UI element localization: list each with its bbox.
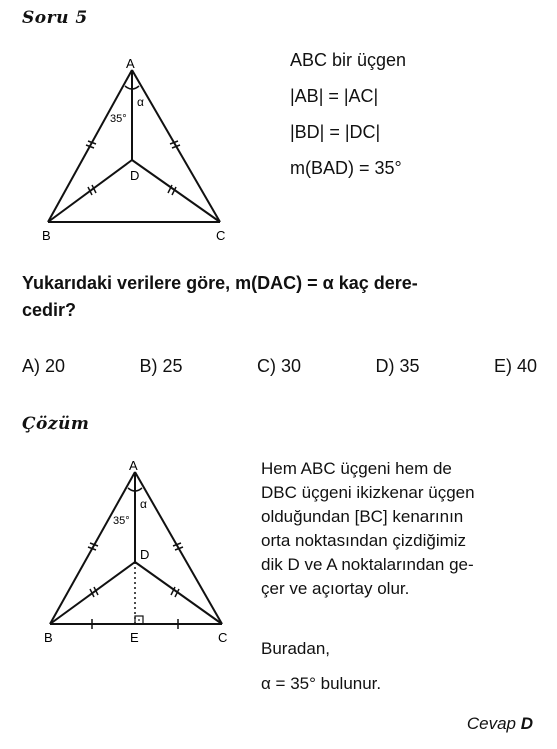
label-a-2: A <box>129 458 138 473</box>
answer-options <box>22 356 537 377</box>
segment-dc-2 <box>135 562 222 624</box>
answer-letter: D <box>520 714 533 733</box>
option-a[interactable]: A) 20 <box>22 356 66 376</box>
given-line-1: ABC bir üçgen <box>290 50 407 70</box>
triangle-abc-1 <box>48 70 220 222</box>
triangle-abc-2 <box>50 472 222 624</box>
answer-line <box>467 714 533 734</box>
question-heading: Soru 5 <box>22 8 88 28</box>
solution-heading: Çözüm <box>22 414 90 434</box>
solution-result: α = 35° bulunur. <box>261 674 382 693</box>
label-b-2: B <box>44 630 53 645</box>
option-b[interactable]: B) 25 <box>139 356 183 376</box>
label-d-2: D <box>140 547 150 562</box>
given-line-2: |AB| = |AC| <box>290 86 379 106</box>
figure-triangle-1 <box>30 56 240 246</box>
label-angle35-1: 35° <box>110 113 127 125</box>
solution-text <box>261 457 533 601</box>
option-d[interactable]: D) 35 <box>375 356 420 376</box>
solution-line-1: Hem ABC üçgeni hem de <box>261 459 452 478</box>
option-c[interactable]: C) 30 <box>257 356 302 376</box>
label-alpha-1: α <box>137 95 144 109</box>
label-b-1: B <box>42 228 51 243</box>
label-alpha-2: α <box>140 497 147 511</box>
label-e-2: E <box>130 630 139 645</box>
given-line-4: m(BAD) = 35° <box>290 158 402 178</box>
given-list <box>290 47 406 181</box>
solution-line-5: dik D ve A noktalarından ge- <box>261 555 474 574</box>
solution-line-4: orta noktasından çizdiğimiz <box>261 531 467 550</box>
question-text-line-2: cedir? <box>22 300 77 320</box>
segment-dc-1 <box>132 160 220 222</box>
solution-line-2: DBC üçgeni ikizkenar üçgen <box>261 483 475 502</box>
solution-line-6: çer ve açıortay olur. <box>261 579 410 598</box>
option-e[interactable]: E) 40 <box>493 356 537 376</box>
answer-prefix: Cevap <box>466 714 516 733</box>
right-angle-dot <box>138 619 140 621</box>
question-text <box>22 270 542 324</box>
solution-buradan: Buradan, <box>261 639 330 658</box>
label-angle35-2: 35° <box>113 515 130 527</box>
label-d-1: D <box>130 168 140 183</box>
question-text-line-1: Yukarıdaki verilere göre, m(DAC) = α kaç dere- <box>22 273 418 293</box>
label-c-1: C <box>216 228 226 243</box>
label-a-1: A <box>126 56 135 71</box>
given-line-3: |BD| = |DC| <box>290 122 381 142</box>
label-c-2: C <box>218 630 228 645</box>
figure-triangle-2 <box>30 458 240 648</box>
solution-line-3: olduğundan [BC] kenarının <box>261 507 464 526</box>
